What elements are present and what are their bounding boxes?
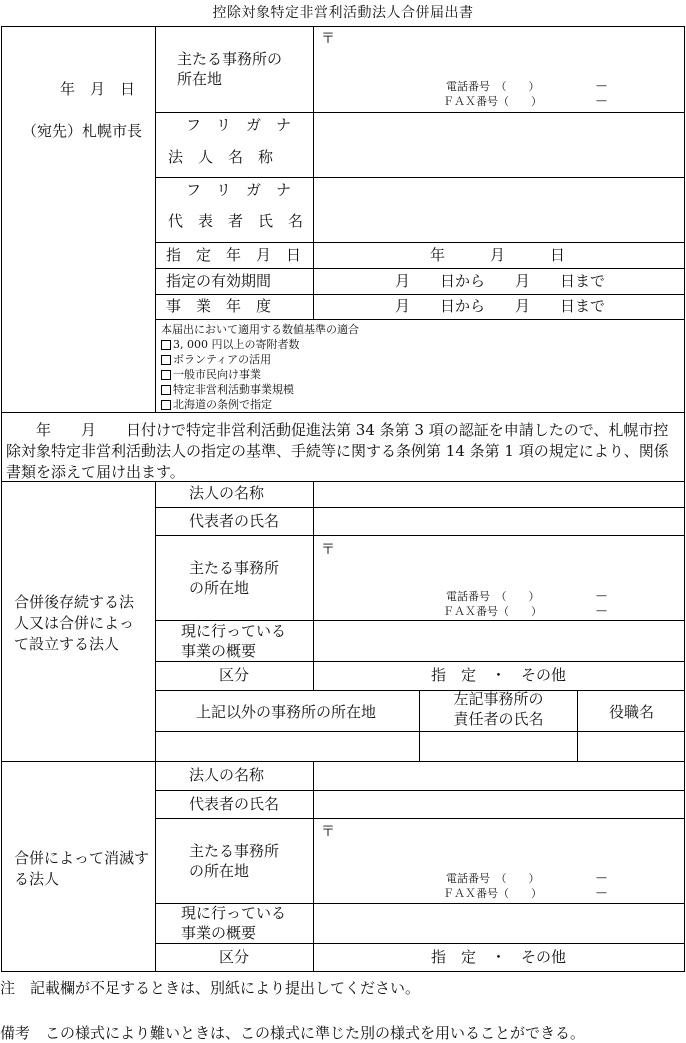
fax-dash: —: [596, 604, 607, 617]
rep-name-label: 代表者の氏名: [189, 795, 280, 813]
statement-text: 年 月 日付けで特定非営利活動促進法第 34 条第 3 項の認証を申請したので、札幌市控除対象特定非営利活動法人の指定の基準、手続等に関する条例第 14 条第 1 項の規定により、関係書類を添えて届け出ます。: [6, 421, 669, 481]
document-title: 控除対象特定非営利活動法人合併届出書: [212, 5, 474, 21]
category-label: 区分: [219, 666, 250, 684]
fiscal-year-label: 事 業 年 度: [166, 297, 272, 315]
fax-label: ＦＡＸ番号（ ）: [443, 95, 542, 108]
fax-label: ＦＡＸ番号（ ）: [443, 887, 542, 900]
rep-furigana-label: フ リ ガ ナ: [186, 181, 292, 199]
checkbox-icon[interactable]: [161, 400, 171, 410]
fax-dash: —: [596, 886, 607, 899]
remark-text: 備考 この様式により難いときは、この様式に準じた別の様式を用いることができる。: [0, 1024, 586, 1042]
form-frame: [1, 26, 685, 972]
fax-dash: —: [596, 94, 607, 107]
criteria-item: 一般市民向け事業: [161, 369, 261, 382]
corp-name-label: 法人の名称: [189, 766, 265, 784]
category-value: 指 定 ・ その他: [431, 948, 567, 966]
criteria-item: 北海道の条例で指定: [161, 399, 272, 412]
rep-name-label: 代 表 者 氏 名: [168, 212, 304, 230]
phone-label: 電話番号 （ ）: [446, 872, 540, 885]
recipient-label: （宛先）札幌市長: [22, 122, 143, 140]
postal-mark: 〒: [321, 31, 335, 47]
corp-name-label: 法 人 名 称: [168, 148, 274, 166]
designation-date-label: 指 定 年 月 日: [166, 246, 302, 264]
criteria-item: 3, 000 円以上の寄附者数: [161, 339, 299, 352]
phone-dash: —: [596, 871, 607, 884]
checkbox-icon[interactable]: [161, 340, 171, 350]
fax-label: ＦＡＸ番号（ ）: [443, 605, 542, 618]
postal-mark: 〒: [321, 542, 335, 558]
note-text: 注 記載欄が不足するときは、別紙により提出してください。: [0, 979, 421, 997]
checkbox-icon[interactable]: [161, 385, 171, 395]
criteria-item: 特定非営利活動事業規模: [161, 384, 294, 397]
validity-value: 月 日から 月 日まで: [395, 272, 606, 290]
business-overview-label: 現に行っている 事業の概要: [181, 904, 287, 942]
checkbox-icon[interactable]: [161, 370, 171, 380]
other-office-label: 上記以外の事務所の所在地: [196, 703, 377, 721]
corp-furigana-label: フ リ ガ ナ: [186, 116, 292, 134]
rep-name-label: 代表者の氏名: [189, 512, 280, 530]
phone-dash: —: [596, 79, 607, 92]
dissolving-corp-label: 合併によって消滅する法人: [14, 849, 150, 888]
phone-dash: —: [596, 589, 607, 602]
postal-mark: 〒: [321, 824, 335, 840]
position-label: 役職名: [609, 703, 655, 721]
checkbox-icon[interactable]: [161, 355, 171, 365]
phone-label: 電話番号 （ ）: [446, 80, 540, 93]
surviving-corp-label: 合併後存続する法人又は合併によって設立する法人: [14, 593, 135, 653]
category-label: 区分: [219, 948, 250, 966]
criteria-item: ボランティアの活用: [161, 354, 271, 367]
address-label: 主たる事務所の 所在地: [177, 50, 283, 88]
office-manager-label: 左記事務所の 責任者の氏名: [453, 690, 544, 728]
date-label: 年 月 日: [60, 80, 136, 98]
category-value: 指 定 ・ その他: [431, 666, 567, 684]
criteria-title: 本届出において適用する数値基準の適合: [161, 323, 359, 336]
business-overview-label: 現に行っている 事業の概要: [181, 622, 287, 660]
address-label: 主たる事務所 の所在地: [189, 559, 280, 597]
fiscal-year-value: 月 日から 月 日まで: [395, 297, 606, 315]
corp-name-label: 法人の名称: [189, 484, 265, 502]
designation-date-value: 年 月 日: [430, 246, 566, 264]
phone-label: 電話番号 （ ）: [446, 590, 540, 603]
address-label: 主たる事務所 の所在地: [189, 842, 280, 880]
validity-label: 指定の有効期間: [166, 272, 272, 290]
